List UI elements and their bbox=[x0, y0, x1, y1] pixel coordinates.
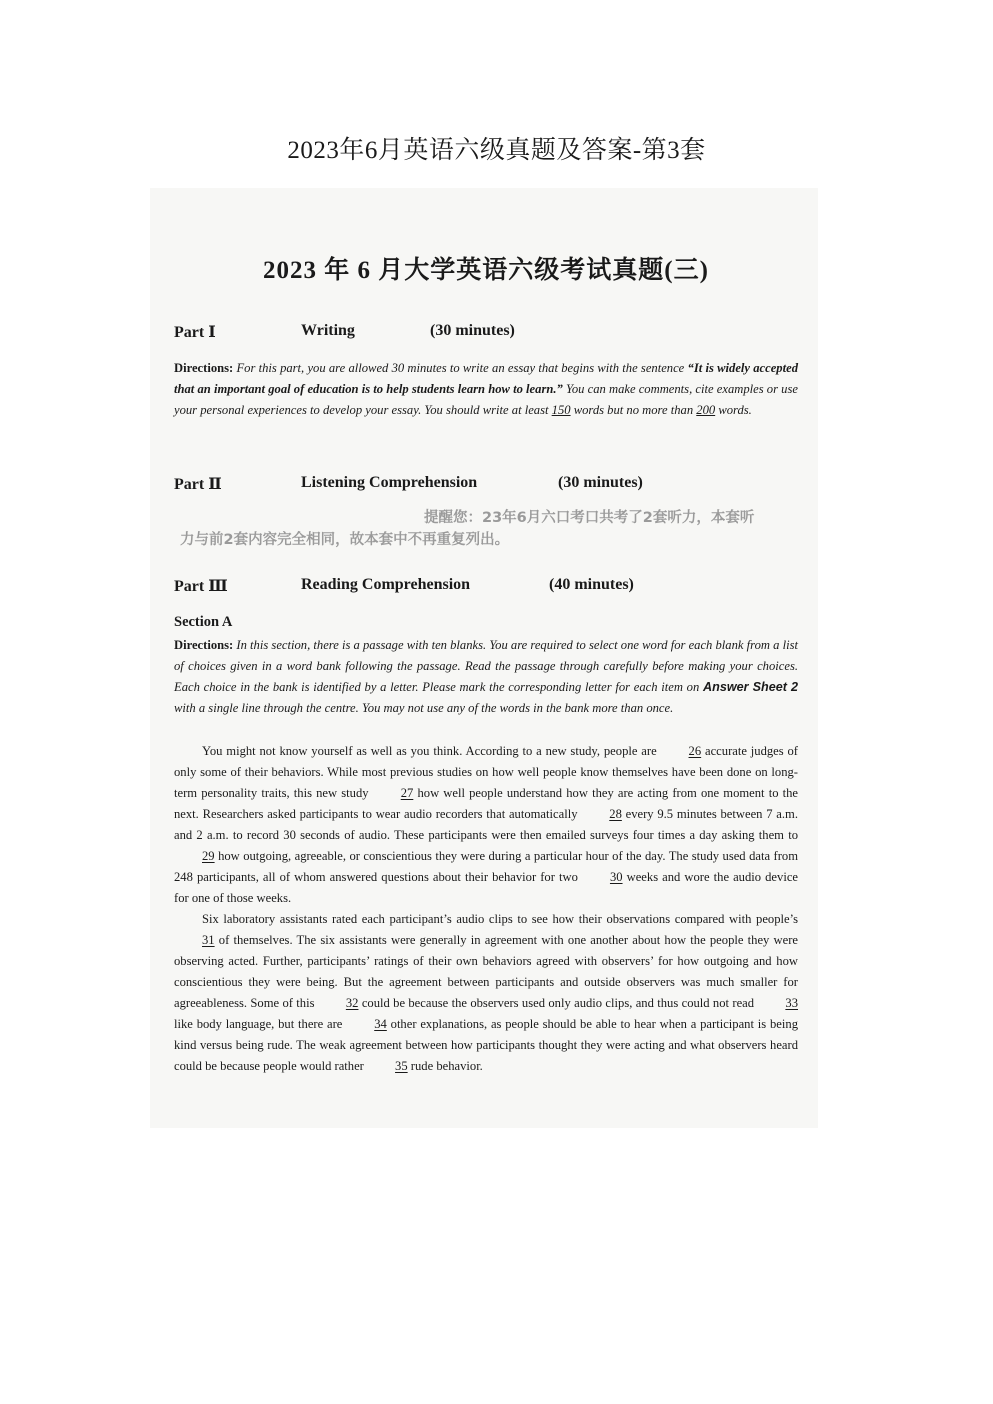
part-time: (40 minutes) bbox=[549, 576, 634, 593]
passage-text: how outgoing, agreeable, or conscientious they were during a particular hour of the day. The study used data from 248 participants, all of whom answered questions about their behavior for two bbox=[174, 849, 798, 884]
max-words: 200 bbox=[696, 403, 716, 417]
blank-27: 27 bbox=[400, 786, 414, 800]
part-label: Part Ⅰ bbox=[174, 324, 216, 341]
passage-text: like body language, but there are bbox=[174, 1017, 343, 1031]
directions-text: words but no more than bbox=[573, 403, 694, 417]
writing-directions bbox=[174, 358, 798, 421]
document-title: 2023年6月英语六级真题及答案-第3套 bbox=[287, 137, 706, 164]
answer-sheet-label: Answer Sheet 2 bbox=[703, 680, 798, 694]
passage-text: Six laboratory assistants rated each participant’s audio clips to see how their observations compared with people’s bbox=[202, 912, 798, 926]
passage-paragraph-2 bbox=[174, 909, 798, 1077]
part-name: Reading Comprehension bbox=[301, 576, 471, 593]
blank-31: 31 bbox=[202, 933, 215, 947]
scanned-exam-page bbox=[150, 188, 818, 1128]
part-label: Part Ⅱ bbox=[174, 476, 222, 493]
part-time: (30 minutes) bbox=[430, 322, 515, 339]
passage-text: how well people understand how they are acting from one moment to the next. Researchers asked participants to wear audio recorders that automatically bbox=[174, 786, 799, 821]
passage-text: You might not know yourself as well as you think. According to a new study, people are bbox=[202, 744, 657, 758]
blank-35: 35 bbox=[395, 1059, 408, 1073]
blank-32: 32 bbox=[345, 996, 359, 1010]
reading-passage bbox=[174, 741, 798, 1077]
exam-title: 2023 年 6 月大学英语六级考试真题(三) bbox=[263, 257, 709, 284]
section-title: Section A bbox=[174, 614, 233, 630]
listening-notice-line-1: 提醒您：23年6月六口考口共考了2套听力，本套听 bbox=[424, 510, 755, 526]
passage-paragraph-1 bbox=[174, 741, 798, 909]
part-label: Part Ⅲ bbox=[174, 578, 228, 595]
blank-34: 34 bbox=[374, 1017, 387, 1031]
blank-29: 29 bbox=[202, 849, 215, 863]
passage-text: every 9.5 minutes between 7 a.m. and 2 a.m. to record 30 seconds of audio. These participants were then emailed surveys four times a day asking them to bbox=[174, 807, 798, 842]
directions-label: Directions: bbox=[174, 638, 234, 652]
blank-33: 33 bbox=[785, 996, 798, 1010]
part-name: Listening Comprehension bbox=[301, 474, 478, 491]
blank-28: 28 bbox=[609, 807, 622, 821]
passage-text: rude behavior. bbox=[410, 1059, 483, 1073]
reading-directions bbox=[174, 635, 798, 719]
essay-prompt-quote: “It is widely accepted that an important goal of education is to help students learn how to learn.” bbox=[174, 361, 798, 396]
passage-text: other explanations, as people should be able to hear when a participant is being kind versus being rude. The weak agreement between how participants thought they were acting and what observers heard could be because people would rather bbox=[174, 1017, 798, 1073]
directions-text: For this part, you are allowed 30 minutes to write an essay that begins with the sentence bbox=[236, 361, 685, 375]
blank-26: 26 bbox=[688, 744, 702, 758]
passage-text: weeks and wore the audio device for one of those weeks. bbox=[174, 870, 798, 905]
listening-notice-line-2: 力与前2套内容完全相同，故本套中不再重复列出。 bbox=[180, 532, 510, 548]
passage-text: accurate judges of only some of their behaviors. While most previous studies on how well people know themselves have been done on long-term personality traits, this new study bbox=[174, 744, 799, 800]
part-name: Writing bbox=[301, 322, 355, 339]
directions-text: with a single line through the centre. You may not use any of the words in the bank more than once. bbox=[174, 701, 674, 715]
passage-text: of themselves. The six assistants were generally in agreement with one another about how the people they were observing acted. Further, participants’ ratings of their own behaviors agreed with observers’ for how outgoing and how conscientious they were being. But the agreement between participants and outside observers was much smaller for agreeableness. Some of this bbox=[174, 933, 798, 1010]
directions-label: Directions: bbox=[174, 361, 234, 375]
part-time: (30 minutes) bbox=[558, 474, 643, 491]
directions-text: words. bbox=[718, 403, 752, 417]
blank-30: 30 bbox=[609, 870, 623, 884]
passage-text: could be because the observers used only audio clips, and thus could not read bbox=[361, 996, 755, 1010]
directions-text: In this section, there is a passage with ten blanks. You are required to select one word for each blank from a list of choices given in a word bank following the passage. Read the passage through carefully before making your choices. Each choice in the bank is identified by a letter. Please mark the corresponding letter for each item on bbox=[174, 638, 798, 694]
directions-text: You can make comments, cite examples or use your personal experiences to develop your essay. You should write at least bbox=[174, 382, 798, 417]
min-words: 150 bbox=[551, 403, 571, 417]
